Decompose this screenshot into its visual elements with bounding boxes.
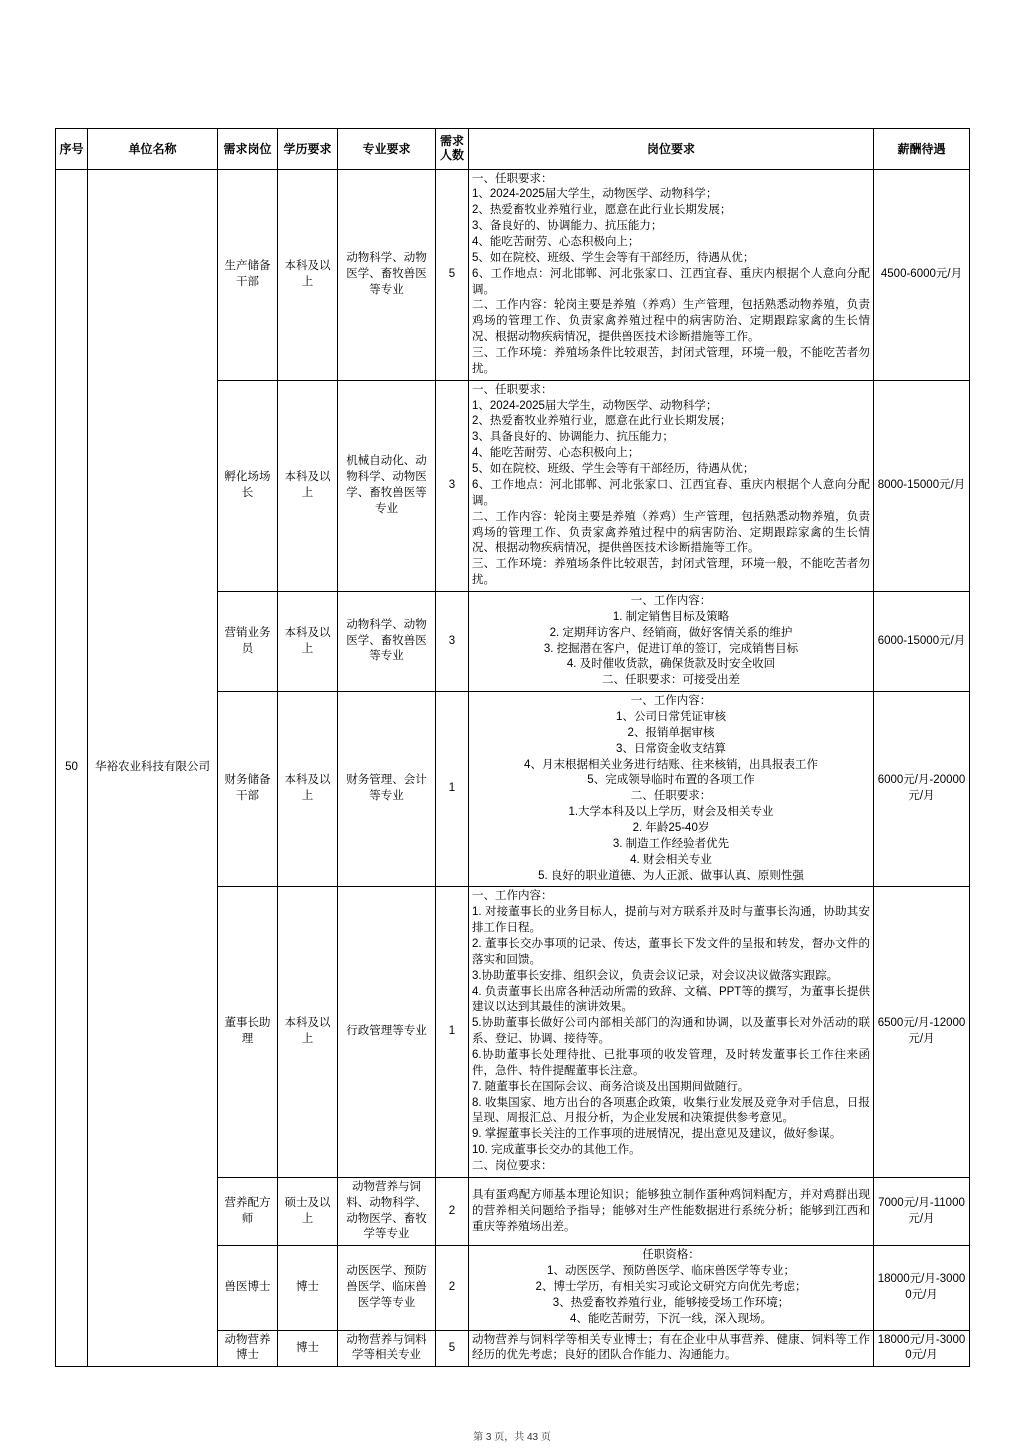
header-count xyxy=(436,129,469,170)
cell-requirements xyxy=(469,380,874,591)
requirement-line: 一、任职要求： xyxy=(472,172,553,185)
requirement-line: 1. 制定销售目标及策略 xyxy=(612,610,730,623)
requirement-line: 3、具备良好的、协调能力、抗压能力； xyxy=(472,431,674,444)
requirement-line: 5、如在院校、班级、学生会等有干部经历，待遇从优； xyxy=(472,251,755,264)
cell-headcount: 1 xyxy=(436,692,469,887)
requirement-line: 三、工作环境：养殖场条件比较艰苦，封闭式管理，环境一般，不能吃苦者勿扰。 xyxy=(472,558,870,587)
header-major: 专业要求 xyxy=(338,129,436,170)
cell-headcount: 2 xyxy=(436,1177,469,1245)
header-edu: 学历要求 xyxy=(278,129,338,170)
requirement-line: 一、工作内容： xyxy=(472,890,553,903)
cell-headcount: 1 xyxy=(436,887,469,1177)
header-count-line1: 需求 xyxy=(439,134,464,148)
requirement-line: 3. 挖掘潜在客户，促进订单的签订，完成销售目标 xyxy=(543,642,799,655)
cell-headcount: 3 xyxy=(436,591,469,691)
header-post: 需求岗位 xyxy=(218,129,278,170)
requirement-line: 2. 董事长交办事项的记录、传达，董事长下发文件的呈报和转发，督办文件的落实和回馈。 xyxy=(472,937,870,966)
header-requirements: 岗位要求 xyxy=(469,129,874,170)
requirement-line: 1、动医医学、预防兽医学、临床兽医学等专业； xyxy=(547,1265,795,1278)
cell-education: 本科及以上 xyxy=(278,887,338,1177)
cell-requirements xyxy=(469,591,874,691)
cell-education: 博士 xyxy=(278,1330,338,1367)
cell-major: 动物营养与饲料学等相关专业 xyxy=(338,1330,436,1367)
requirement-line: 1、2024-2025届大学生，动物医学、动物科学； xyxy=(472,188,718,201)
requirement-line: 4. 负责董事长出席各种活动所需的致辞、文稿、PPT等的撰写，为董事长提供建议以达到其最佳的演讲效果。 xyxy=(472,985,870,1014)
requirement-line: 2. 年龄25-40岁 xyxy=(632,821,710,834)
requirement-line: 2、热爱畜牧业养殖行业，愿意在此行业长期发展； xyxy=(472,415,732,428)
requirement-line: 4. 财会相关专业 xyxy=(630,853,712,866)
requirement-line: 3、备良好的、协调能力、抗压能力； xyxy=(472,220,663,233)
cell-requirements xyxy=(469,169,874,380)
requirement-line: 三、工作环境：养殖场条件比较艰苦，封闭式管理，环境一般，不能吃苦者勿扰。 xyxy=(472,347,870,375)
cell-headcount: 5 xyxy=(436,1330,469,1367)
cell-post: 动物营养博士 xyxy=(218,1330,278,1367)
cell-requirements xyxy=(469,692,874,887)
cell-major: 机械自动化、动物科学、动物医学、畜牧兽医等专业 xyxy=(338,380,436,591)
requirement-line: 1、2024-2025届大学生，动物医学、动物科学； xyxy=(472,399,718,412)
cell-salary: 6500元/月-12000元/月 xyxy=(874,887,970,1177)
requirement-line: 1. 对接董事长的业务目标人，提前与对方联系并及时与董事长沟通，协助其安排工作日程。 xyxy=(472,906,870,935)
job-listing-table xyxy=(55,128,970,1367)
requirement-line: 4、能吃苦耐劳，下沉一线，深入现场。 xyxy=(570,1312,772,1325)
cell-education: 博士 xyxy=(278,1246,338,1330)
page-footer: 第 3 页，共 43 页 xyxy=(473,1432,551,1443)
cell-salary: 6000-15000元/月 xyxy=(874,591,970,691)
cell-salary: 4500-6000元/月 xyxy=(874,169,970,380)
cell-salary: 6000元/月-20000元/月 xyxy=(874,692,970,887)
requirement-line: 8. 收集国家、地方出台的各项惠企政策，收集行业发展及竞争对手信息，日报呈现、周报汇总、月报分析，为企业发展和决策提供参考意见。 xyxy=(472,1096,870,1125)
requirement-line: 2、热爱畜牧业养殖行业，愿意在此行业长期发展； xyxy=(472,204,732,217)
requirement-line: 1.大学本科及以上学历，财会及相关专业 xyxy=(568,806,774,819)
requirement-line: 5. 良好的职业道德、为人正派、做事认真、原则性强 xyxy=(538,869,804,882)
requirement-line: 4. 及时催收货款，确保货款及时安全收回 xyxy=(566,658,776,671)
cell-headcount: 3 xyxy=(436,380,469,591)
requirement-line: 一、任职要求： xyxy=(472,383,553,396)
cell-major: 动医医学、预防兽医学、临床兽医学等专业 xyxy=(338,1246,436,1330)
cell-headcount: 5 xyxy=(436,169,469,380)
requirement-line: 3、热爱畜牧养殖行业，能够接受场工作环境； xyxy=(552,1296,790,1309)
cell-major: 行政管理等专业 xyxy=(338,887,436,1177)
cell-requirements xyxy=(469,1246,874,1330)
cell-post: 财务储备干部 xyxy=(218,692,278,887)
cell-requirements xyxy=(469,1177,874,1245)
requirement-line: 2、报销单据审核 xyxy=(627,726,715,739)
requirement-line: 二、工作内容：轮岗主要是养殖（养鸡）生产管理，包括熟悉动物养殖，负责鸡场的管理工作、负责家禽养殖过程中的病害防治、定期跟踪家禽的生长情况、根据动物疾病情况，提供兽医技术诊断措施等工作。 xyxy=(472,299,870,344)
cell-company-name: 华裕农业科技有限公司 xyxy=(88,169,218,1367)
requirement-line: 9. 掌握董事长关注的工作事项的进展情况，提出意见及建议，做好参谋。 xyxy=(472,1128,842,1141)
requirement-line: 4、能吃苦耐劳、心态积极向上； xyxy=(472,236,640,249)
cell-requirements xyxy=(469,887,874,1177)
requirement-line: 3. 制造工作经验者优先 xyxy=(612,837,730,850)
requirement-line: 4、能吃苦耐劳、心态积极向上； xyxy=(472,447,640,460)
requirement-line: 二、岗位要求： xyxy=(472,1160,553,1173)
cell-education: 硕士及以上 xyxy=(278,1177,338,1245)
requirement-line: 一、工作内容： xyxy=(630,594,712,607)
cell-salary: 8000-15000元/月 xyxy=(874,380,970,591)
cell-major: 动物营养与饲料、动物科学、动物医学、畜牧学等专业 xyxy=(338,1177,436,1245)
table-body xyxy=(56,169,970,1367)
cell-requirements xyxy=(469,1330,874,1367)
requirement-line: 动物营养与饲料学等相关专业博士；有在企业中从事营养、健康、饲料等工作经历的优先考虑；良好的团队合作能力、沟通能力。 xyxy=(472,1333,870,1362)
requirement-line: 2. 定期拜访客户、经销商，做好客情关系的维护 xyxy=(549,626,793,639)
cell-post: 孵化场场长 xyxy=(218,380,278,591)
header-count-line2: 人数 xyxy=(439,147,464,162)
requirement-line: 5、完成领导临时布置的各项工作 xyxy=(587,774,755,787)
requirement-line: 二、任职要求： xyxy=(630,790,712,803)
cell-salary: 7000元/月-11000元/月 xyxy=(874,1177,970,1245)
requirement-line: 6、工作地点：河北邯郸、河北张家口、江西宜春、重庆内根据个人意向分配调。 xyxy=(472,478,870,507)
cell-serial-number: 50 xyxy=(56,169,88,1367)
requirement-line: 5、如在院校、班级、学生会等有干部经历，待遇从优； xyxy=(472,463,755,476)
requirement-line: 具有蛋鸡配方师基本理论知识；能够独立制作蛋种鸡饲料配方，并对鸡群出现的营养相关问题给予指导；能够对生产性能数据进行系统分析；能够到江西和重庆等养殖场出差。 xyxy=(472,1188,870,1233)
requirement-line: 1、公司日常凭证审核 xyxy=(616,710,726,723)
requirement-line: 10. 完成董事长交办的其他工作。 xyxy=(472,1144,641,1157)
cell-post: 生产储备干部 xyxy=(218,169,278,380)
table-header-row xyxy=(56,129,970,170)
cell-headcount: 2 xyxy=(436,1246,469,1330)
header-salary: 薪酬待遇 xyxy=(874,129,970,170)
requirement-line: 3、日常资金收支结算 xyxy=(616,742,726,755)
cell-post: 兽医博士 xyxy=(218,1246,278,1330)
header-no: 序号 xyxy=(56,129,88,170)
requirement-line: 6、工作地点：河北邯郸、河北张家口、江西宜春、重庆内根据个人意向分配调。 xyxy=(472,267,870,296)
requirement-line: 2、博士学历，有相关实习或论文研究方向优先考虑； xyxy=(535,1281,807,1294)
cell-salary: 18000元/月-30000元/月 xyxy=(874,1246,970,1330)
requirement-line: 一、工作内容： xyxy=(630,695,712,708)
cell-post: 营养配方师 xyxy=(218,1177,278,1245)
requirement-line: 二、任职要求：可接受出差 xyxy=(602,674,740,687)
cell-major: 动物科学、动物医学、畜牧兽医等专业 xyxy=(338,591,436,691)
cell-education: 本科及以上 xyxy=(278,169,338,380)
requirement-line: 任职资格： xyxy=(642,1249,700,1262)
cell-education: 本科及以上 xyxy=(278,591,338,691)
table-row xyxy=(56,169,970,380)
cell-major: 财务管理、会计等专业 xyxy=(338,692,436,887)
requirement-line: 7. 随董事长在国际会议、商务洽谈及出国期间做随行。 xyxy=(472,1080,750,1093)
cell-education: 本科及以上 xyxy=(278,380,338,591)
header-unit: 单位名称 xyxy=(88,129,218,170)
cell-education: 本科及以上 xyxy=(278,692,338,887)
cell-post: 董事长助理 xyxy=(218,887,278,1177)
cell-post: 营销业务员 xyxy=(218,591,278,691)
requirement-line: 二、工作内容：轮岗主要是养殖（养鸡）生产管理，包括熟悉动物养殖，负责鸡场的管理工作、负责家禽养殖过程中的病害防治、定期跟踪家禽的生长情况、根据动物疾病情况，提供兽医技术诊断措施等工作。 xyxy=(472,510,870,555)
requirement-line: 3.协助董事长安排、组织会议，负责会议记录，对会议决议做落实跟踪。 xyxy=(472,969,839,982)
requirement-line: 4、月末根据相关业务进行结账、往来核销，出具报表工作 xyxy=(524,758,818,771)
cell-salary: 18000元/月-30000元/月 xyxy=(874,1330,970,1367)
requirement-line: 5.协助董事长做好公司内部相关部门的沟通和协调，以及董事长对外活动的联系、登记、协调、接待等。 xyxy=(472,1017,870,1046)
requirement-line: 6.协助董事长处理待批、已批事项的收发管理，及时转发董事长工作往来函件，急件、特件提醒董事长注意。 xyxy=(472,1049,870,1077)
cell-major: 动物科学、动物医学、畜牧兽医等专业 xyxy=(338,169,436,380)
